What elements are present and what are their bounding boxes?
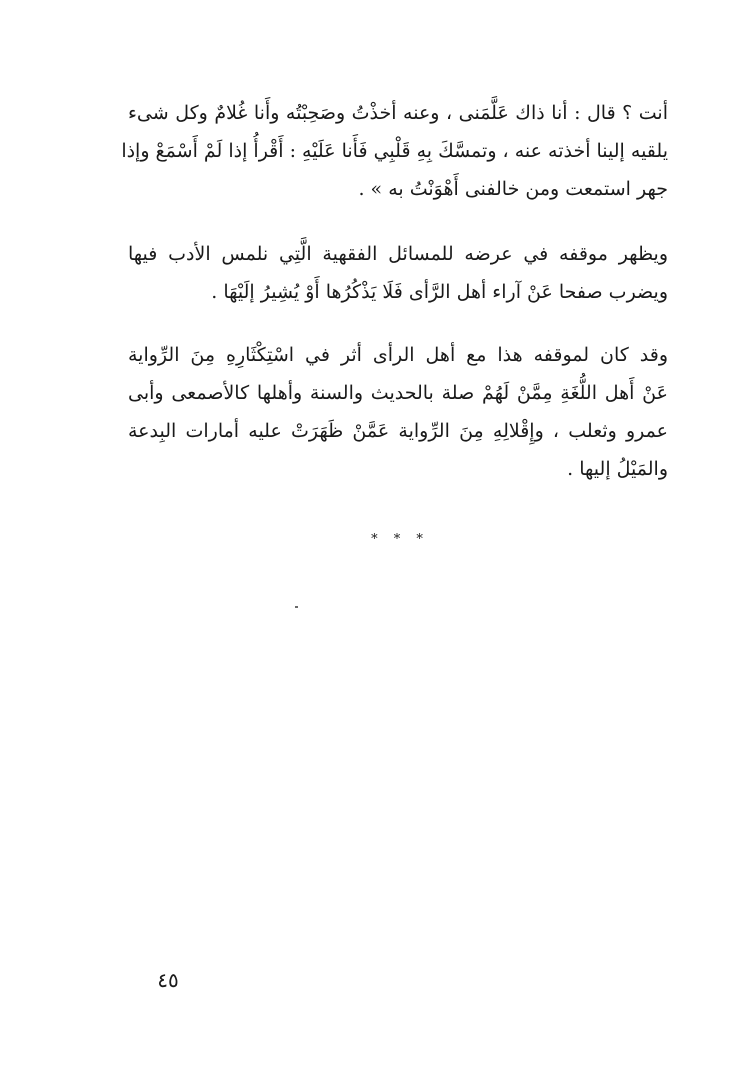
- print-speck: [295, 606, 298, 608]
- paragraph-2: [128, 235, 668, 311]
- text-line: عَنْ أَهل اللُّغَةِ مِمَّنْ لَهُمْ صلة بالحديث والسنة وأهلها كالأصمعى وأبى: [128, 382, 668, 404]
- section-separator: * * *: [371, 532, 429, 547]
- paragraph-1: [121, 94, 668, 208]
- text-line: ويضرب صفحا عَنْ آراء أهل الرَّأى فَلَا يَذْكُرُها أَوْ يُشِيرُ إلَيْهَا .: [211, 281, 668, 303]
- text-line: يلقيه إلينا أخذته عنه ، وتمسَّكَ بِهِ قَلْبِي فَأَنا عَلَيْهِ : أَقْرأُ إذا لَمْ أَسْمَعْ وإذا: [121, 140, 668, 162]
- text-line: أنت ؟ قال : أنا ذاك عَلَّمَنى ، وعنه أخذْتُ وصَحِبْتُه وأَنا غُلامٌ وكل شىء: [128, 102, 668, 124]
- text-line: وقد كان لموقفه هذا مع أهل الرأى أثر في اسْتِكْثَارِهِ مِنَ الرِّواية: [128, 344, 668, 366]
- text-line: جهر استمعت ومن خالفنى أَهْوَنْتُ به » .: [358, 178, 668, 200]
- text-line: ويظهر موقفه في عرضه للمسائل الفقهية الَّتِي نلمس الأدب فيها: [128, 243, 668, 265]
- text-line: والمَيْلُ إليها .: [567, 458, 668, 480]
- text-line: عمرو وثعلب ، وإِقْلالِهِ مِنَ الرِّواية عَمَّنْ ظَهَرَتْ عليه أمارات البِدعة: [128, 420, 668, 442]
- page-number: ٤٥: [157, 968, 179, 992]
- paragraph-3: [128, 336, 668, 488]
